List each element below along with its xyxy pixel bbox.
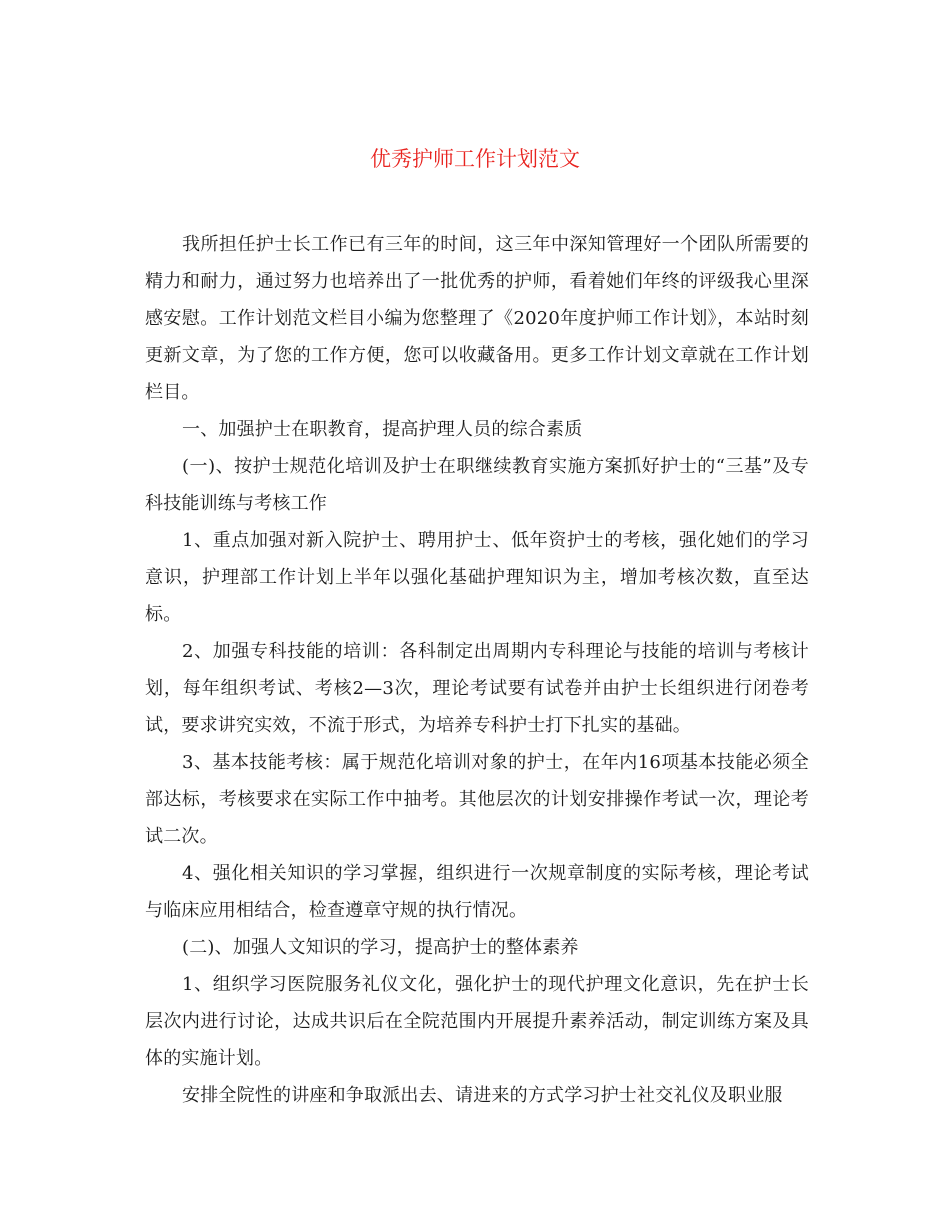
list-item-1: 1、重点加强对新入院护士、聘用护士、低年资护士的考核，强化她们的学习意识，护理部工作计划上半年以强化基础护理知识为主，增加考核次数，直至达标。 xyxy=(145,530,809,625)
list-item-4: 4、强化相关知识的学习掌握，组织进行一次规章制度的实际考核，理论考试与临床应用相结合，检查遵章守规的执行情况。 xyxy=(145,863,809,921)
document-body xyxy=(145,226,809,1114)
paragraph-intro: 我所担任护士长工作已有三年的时间，这三年中深知管理好一个团队所需要的精力和耐力，通过努力也培养出了一批优秀的护师，看着她们年终的评级我心里深感安慰。工作计划范文栏目小编为您整理了《2020年度护师工作计划》，本站时刻更新文章，为了您的工作方便，您可以收藏备用。更多工作计划文章就在工作计划栏目。 xyxy=(145,234,809,403)
document-title: 优秀护师工作计划范文 xyxy=(370,147,580,171)
paragraph-continued: 安排全院性的讲座和争取派出去、请进来的方式学习护士社交礼仪及职业服 xyxy=(182,1085,783,1106)
list-item-5: 1、组织学习医院服务礼仪文化，强化护士的现代护理文化意识，先在护士长层次内进行讨论，达成共识后在全院范围内开展提升素养活动，制定训练方案及具体的实施计划。 xyxy=(145,974,809,1069)
list-item-3: 3、基本技能考核：属于规范化培训对象的护士，在年内16项基本技能必须全部达标，考核要求在实际工作中抽考。其他层次的计划安排操作考试一次，理论考试二次。 xyxy=(145,752,809,847)
section-heading-1: 一、加强护士在职教育，提高护理人员的综合素质 xyxy=(182,419,583,440)
list-item-2: 2、加强专科技能的培训：各科制定出周期内专科理论与技能的培训与考核计划，每年组织考试、考核2—3次，理论考试要有试卷并由护士长组织进行闭卷考试，要求讲究实效，不流于形式，为培养专科护士打下扎实的基础。 xyxy=(145,641,809,736)
subsection-heading-1: (一)、按护士规范化培训及护士在职继续教育实施方案抓好护士的“三基”及专科技能训练与考核工作 xyxy=(145,456,809,514)
subsection-heading-2: (二)、加强人文知识的学习，提高护士的整体素养 xyxy=(182,937,579,958)
